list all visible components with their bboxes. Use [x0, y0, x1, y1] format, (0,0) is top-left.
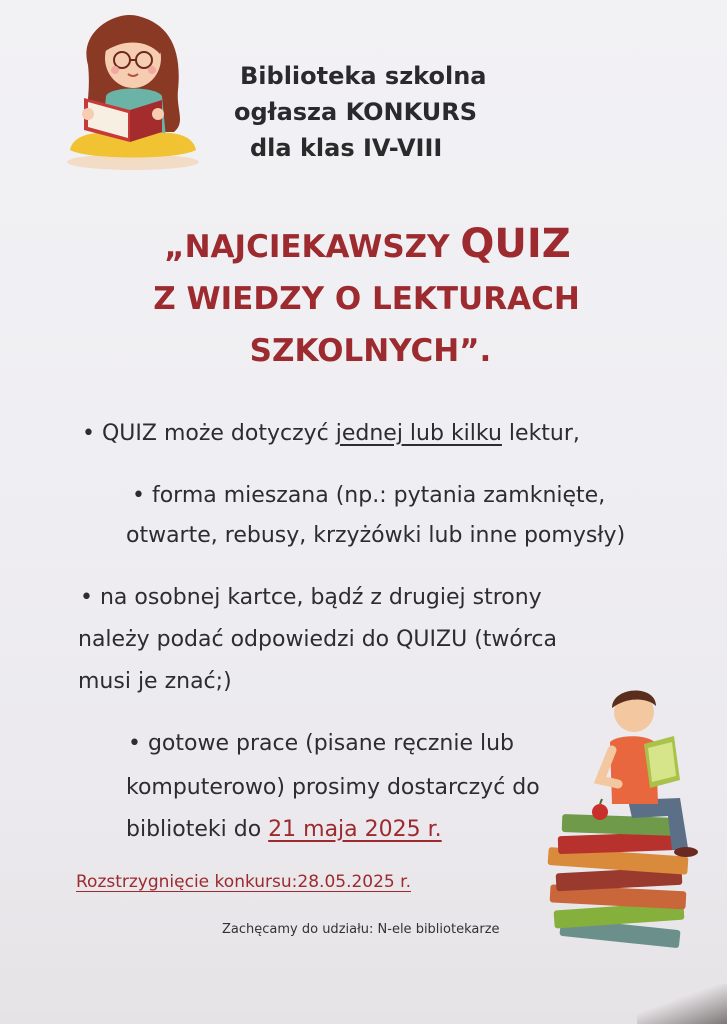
title-line-1	[0, 218, 727, 273]
header	[212, 58, 512, 166]
results-date: Rozstrzygnięcie konkursu:28.05.2025 r.	[76, 872, 411, 892]
girl-reading-illustration	[58, 10, 208, 175]
header-line-3: dla klas IV-VIII	[250, 134, 443, 162]
rule-3-line-2: należy podać odpowiedzi do QUIZU (twórca	[78, 627, 557, 652]
contest-title	[0, 218, 727, 377]
title-line-2: Z WIEDZY O LEKTURACH	[153, 281, 580, 317]
header-line-1: Biblioteka szkolna	[240, 62, 487, 90]
title-quiz-word: QUIZ	[460, 221, 571, 267]
deadline-date: 21 maja 2025 r.	[268, 817, 442, 842]
header-line-2: ogłasza KONKURS	[234, 98, 478, 126]
rule-1	[82, 412, 580, 456]
rule-4-text: biblioteki do	[126, 817, 269, 842]
rule-4-line-1: • gotowe prace (pisane ręcznie lub	[128, 731, 515, 756]
title-line-3: SZKOLNYCH”.	[249, 333, 492, 369]
rule-1-underlined: jednej lub kilku	[335, 421, 502, 446]
title-prefix: „NAJCIEKAWSZY	[164, 229, 461, 265]
rule-1-text-a: • QUIZ może dotyczyć	[82, 421, 336, 446]
rule-3-line-1: • na osobnej kartce, bądź z drugiej strony	[80, 585, 542, 610]
boy-on-books-illustration	[540, 680, 710, 972]
rule-1-text-b: lektur,	[501, 421, 580, 446]
rule-2-line-1: • forma mieszana (np.: pytania zamknięte,	[132, 483, 606, 508]
invitation-note: Zachęcamy do udziału: N-ele bibliotekarze	[222, 922, 500, 937]
rule-4-line-3	[126, 808, 442, 852]
rule-3-line-3: musi je znać;)	[78, 669, 232, 694]
rule-4-line-2: komputerowo) prosimy dostarczyć do	[126, 775, 540, 800]
rule-2-line-2: otwarte, rebusy, krzyżówki lub inne pomysły)	[126, 523, 626, 548]
